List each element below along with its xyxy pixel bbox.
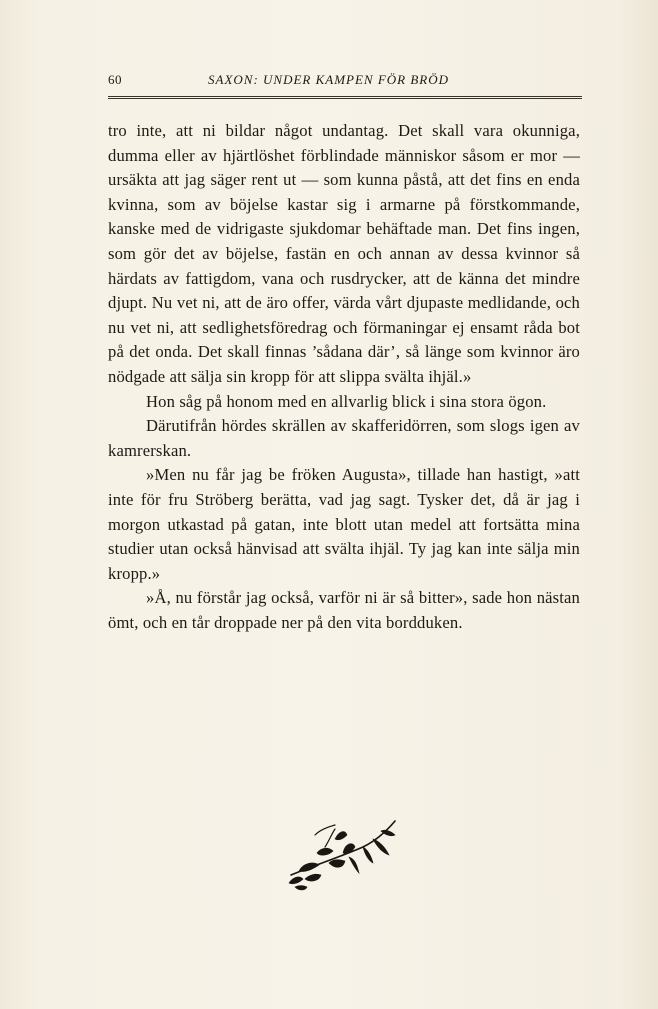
paragraph: Hon såg på honom med en allvarlig blick i sina stora ögon. <box>146 391 547 411</box>
paragraph: tro inte, att ni bildar något undantag. Det skall vara okunniga, dumma eller av hjärtlöshet förblindade människor såsom er mor — ursäkta att jag säger rent ut — som kunna påstå, att det fins en enda kvinna, som av böjelse kastar sig i armarne på förstkommande, kanske med de vidrigaste sjukdomar behäftade man. Det fins ingen, som gör det av böjelse, fastän en och annan av dessa kvinnor så härdats av fattigdom, vana och rusdrycker, att de känna det mindre djupt. Nu vet ni, att de äro offer, värda vårt djupaste medlidande, och nu vet ni, att sedlighetsföredrag och förmaningar ej ensamt råda bot på det onda. Det skall finnas ’sådana där’, så länge som kvinnor äro nödgade att sälja sin kropp för att slippa svälta ihjäl.» <box>108 121 580 386</box>
paragraph: »Men nu får jag be fröken Augusta», tillade han hastigt, »att inte för fru Ströberg berätta, vad jag sagt. Tysker det, då är jag i morgon utkastad på gatan, inte blott utan medel att fortsätta mina studier utan också hänvisad att svälta ihjäl. Ty jag kan inte sälja min kropp.» <box>108 465 580 583</box>
floral-sprig-ornament-icon <box>285 813 405 893</box>
page-header <box>108 72 582 92</box>
body-text <box>108 119 580 635</box>
paragraph: Därutifrån hördes skrällen av skafferidörren, som slogs igen av kamrerskan. <box>108 416 580 460</box>
paragraph: »Å, nu förstår jag också, varför ni är så bitter», sade hon nästan ömt, och en tår droppade ner på den vita bordduken. <box>108 588 580 632</box>
page-number: 60 <box>108 72 122 87</box>
running-title: SAXON: UNDER KAMPEN FÖR BRÖD <box>208 72 450 87</box>
header-rule <box>108 96 582 99</box>
